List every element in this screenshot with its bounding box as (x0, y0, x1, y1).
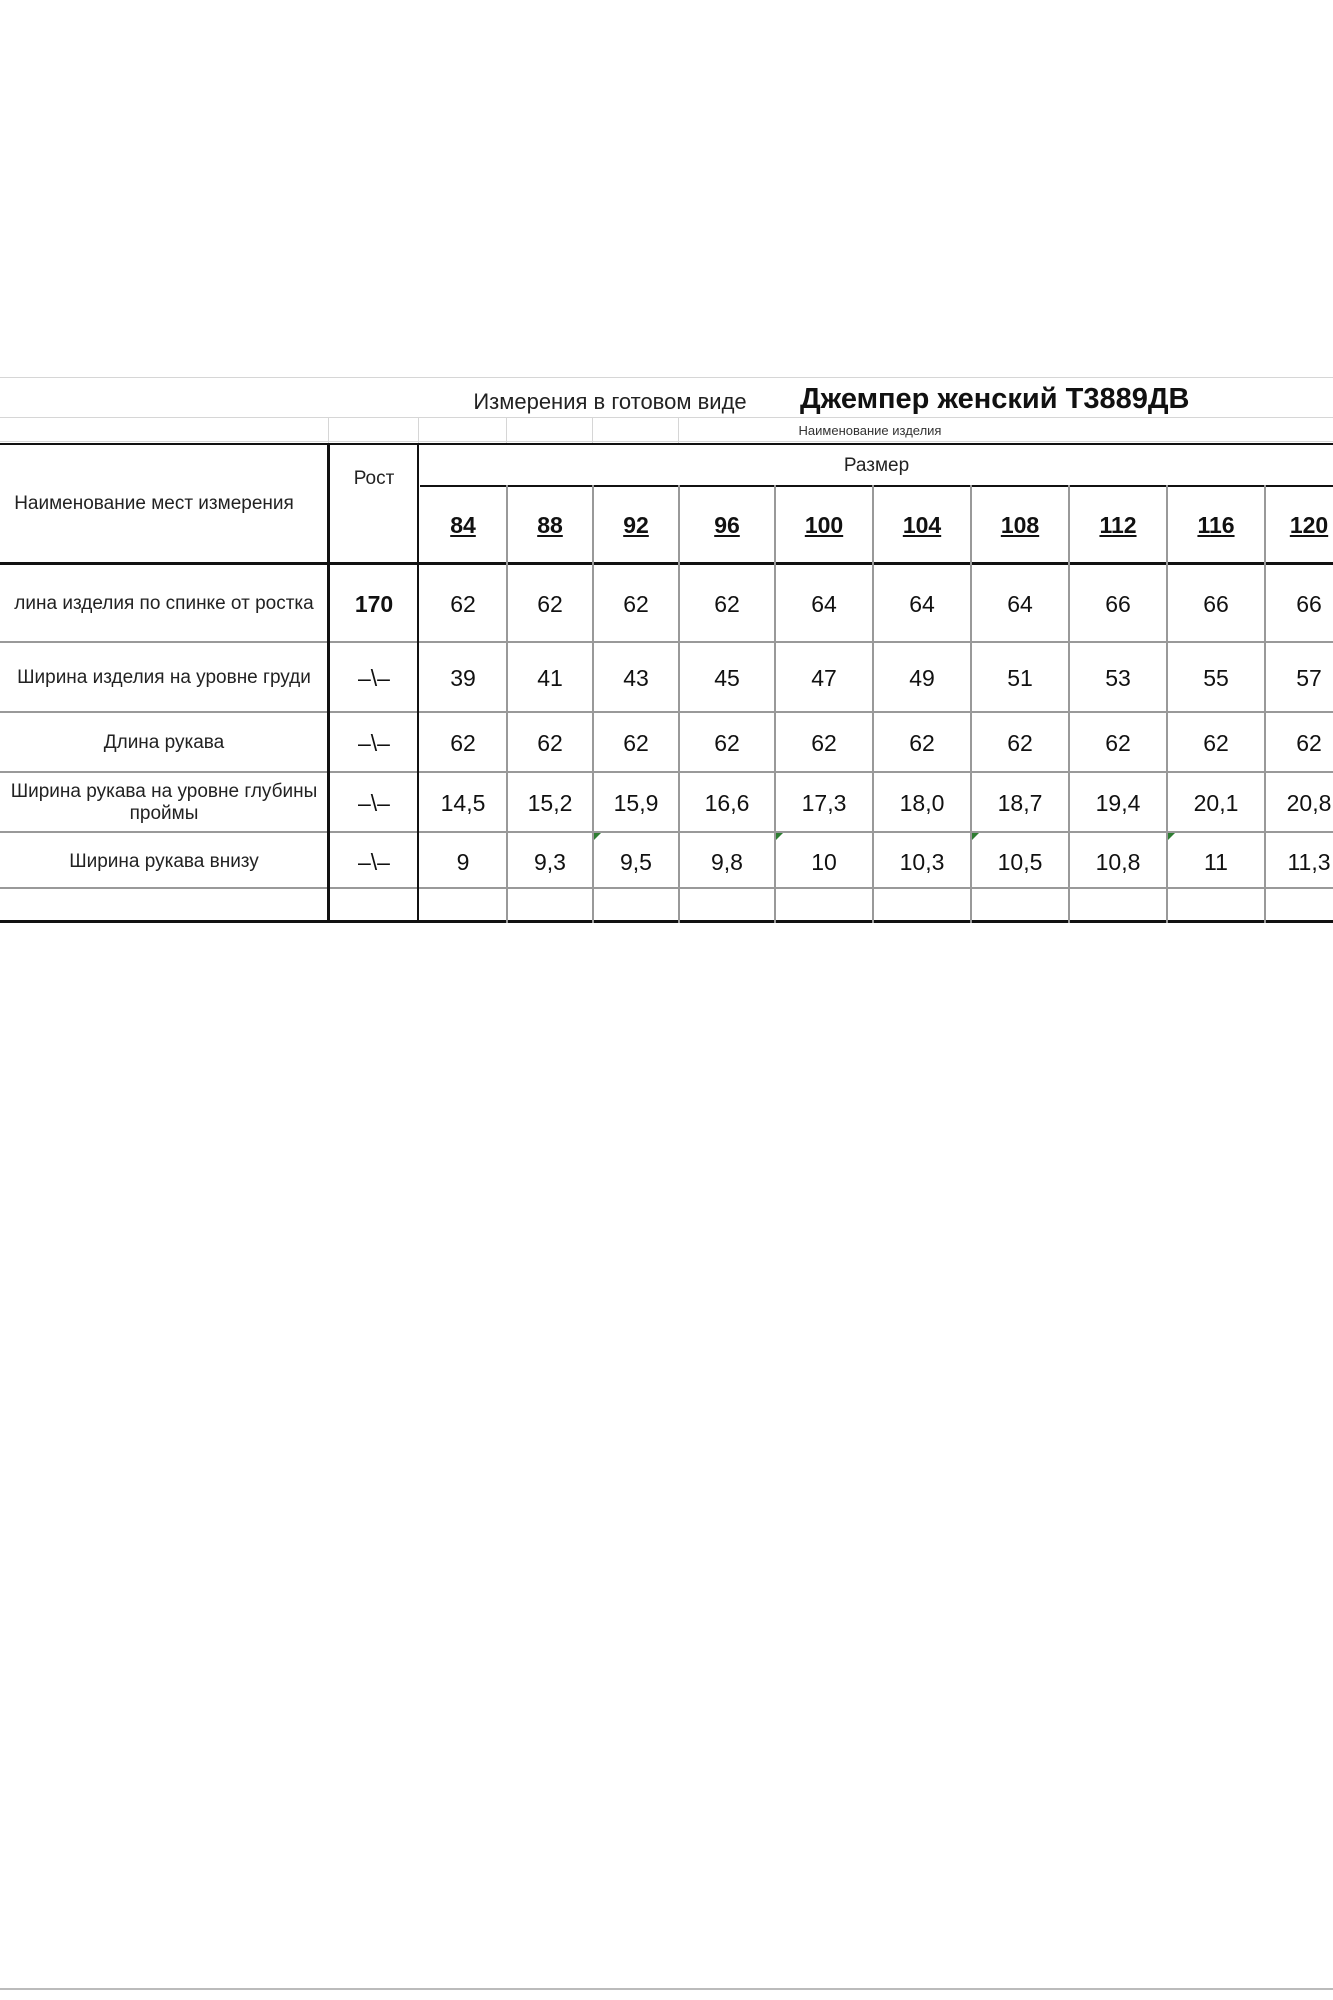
cell: 62 (714, 729, 740, 756)
cell: 17,3 (801, 789, 847, 816)
grid-line (678, 485, 680, 923)
row-label-sleeve-bottom-width: Ширина рукава внизу (69, 851, 259, 872)
cell: 49 (909, 664, 935, 691)
cell: 15,2 (527, 789, 573, 816)
cell: 66 (1203, 590, 1229, 617)
size-116: 116 (1197, 511, 1235, 538)
cell: 62 (623, 590, 649, 617)
grid-line (506, 417, 507, 443)
size-header: Размер (843, 455, 910, 476)
grid-line (417, 443, 419, 923)
grid-line (774, 485, 776, 923)
cell: 62 (1105, 729, 1131, 756)
cell: 47 (811, 664, 837, 691)
grid-line (0, 417, 1333, 418)
grid-line (1166, 485, 1168, 923)
grid-line (328, 417, 329, 443)
grid-line (970, 485, 972, 923)
grid-line (1264, 485, 1266, 923)
row-rost-sleeve-bottom-width: –\– (358, 848, 390, 875)
cell: 57 (1296, 664, 1322, 691)
grid-line (872, 485, 874, 923)
cell: 18,0 (899, 789, 945, 816)
row-rost-back-length: 170 (354, 590, 394, 617)
cell: 39 (450, 664, 476, 691)
cell: 20,1 (1193, 789, 1239, 816)
cell: 18,7 (997, 789, 1043, 816)
cell: 10 (811, 848, 837, 875)
size-84: 84 (450, 511, 476, 538)
cell: 43 (623, 664, 649, 691)
cell: 62 (537, 729, 563, 756)
cell: 15,9 (613, 789, 659, 816)
grid-line (0, 920, 1333, 923)
grid-line (592, 485, 594, 923)
size-96: 96 (714, 511, 740, 538)
cell: 62 (1203, 729, 1229, 756)
size-100: 100 (804, 511, 844, 538)
size-112: 112 (1099, 511, 1137, 538)
cell: 64 (909, 590, 935, 617)
cell: 62 (537, 590, 563, 617)
cell: 62 (450, 729, 476, 756)
cell-marker (594, 833, 601, 840)
row-label-back-length: лина изделия по спинке от ростка (14, 593, 314, 614)
cell-marker (776, 833, 783, 840)
cell: 62 (623, 729, 649, 756)
grid-line (0, 831, 1333, 833)
grid-line (0, 441, 1333, 442)
size-chart-sheet (0, 375, 1333, 925)
size-108: 108 (1000, 511, 1040, 538)
cell: 53 (1105, 664, 1131, 691)
cell: 10,8 (1095, 848, 1141, 875)
cell: 20,8 (1286, 789, 1332, 816)
row-rost-sleeve-length: –\– (358, 729, 390, 756)
size-120: 120 (1289, 511, 1329, 538)
row-label-chest-width: Ширина изделия на уровне груди (17, 667, 311, 688)
grid-line (327, 443, 330, 923)
cell: 14,5 (440, 789, 486, 816)
size-92: 92 (623, 511, 649, 538)
cell: 9,8 (711, 848, 743, 875)
cell: 45 (714, 664, 740, 691)
grid-line (678, 417, 679, 443)
cell: 62 (1007, 729, 1033, 756)
cell: 62 (714, 590, 740, 617)
product-name-caption: Наименование изделия (798, 422, 942, 438)
cell: 64 (1007, 590, 1033, 617)
cell: 9,3 (534, 848, 566, 875)
param-header: Наименование мест измерения (14, 493, 294, 514)
product-title: Джемпер женский Т3889ДВ (800, 382, 1190, 415)
size-104: 104 (902, 511, 942, 538)
page-bottom-rule (0, 1988, 1333, 1990)
cell: 41 (537, 664, 563, 691)
cell: 10,5 (997, 848, 1043, 875)
rost-header: Рост (353, 468, 395, 489)
grid-line (0, 711, 1333, 713)
cell: 66 (1105, 590, 1131, 617)
row-rost-chest-width: –\– (358, 664, 390, 691)
grid-line (0, 641, 1333, 643)
cell: 51 (1007, 664, 1033, 691)
cell: 10,3 (899, 848, 945, 875)
grid-line (1068, 485, 1070, 923)
row-rost-sleeve-armhole-width: –\– (358, 789, 390, 816)
row-label-sleeve-length: Длина рукава (103, 732, 225, 753)
cell-marker (972, 833, 979, 840)
cell: 16,6 (704, 789, 750, 816)
grid-line (418, 417, 419, 443)
cell: 62 (811, 729, 837, 756)
grid-line (0, 377, 1333, 378)
cell: 62 (1296, 729, 1322, 756)
grid-line (0, 443, 1333, 445)
measurements-title: Измерения в готовом виде (473, 389, 747, 414)
grid-line (506, 485, 508, 923)
grid-line (0, 887, 1333, 889)
size-88: 88 (537, 511, 563, 538)
row-label-sleeve-armhole-width: Ширина рукава на уровне глубины проймы (10, 781, 318, 824)
cell: 9 (456, 848, 470, 875)
cell: 62 (450, 590, 476, 617)
cell: 11 (1204, 848, 1228, 875)
grid-line (420, 485, 1333, 487)
cell: 55 (1203, 664, 1229, 691)
cell: 9,5 (620, 848, 652, 875)
cell: 66 (1296, 590, 1322, 617)
cell: 11,3 (1287, 848, 1331, 875)
cell-marker (1168, 833, 1175, 840)
cell: 64 (811, 590, 837, 617)
cell: 19,4 (1095, 789, 1141, 816)
grid-line (592, 417, 593, 443)
cell: 62 (909, 729, 935, 756)
grid-line (0, 771, 1333, 773)
grid-line (0, 562, 1333, 565)
